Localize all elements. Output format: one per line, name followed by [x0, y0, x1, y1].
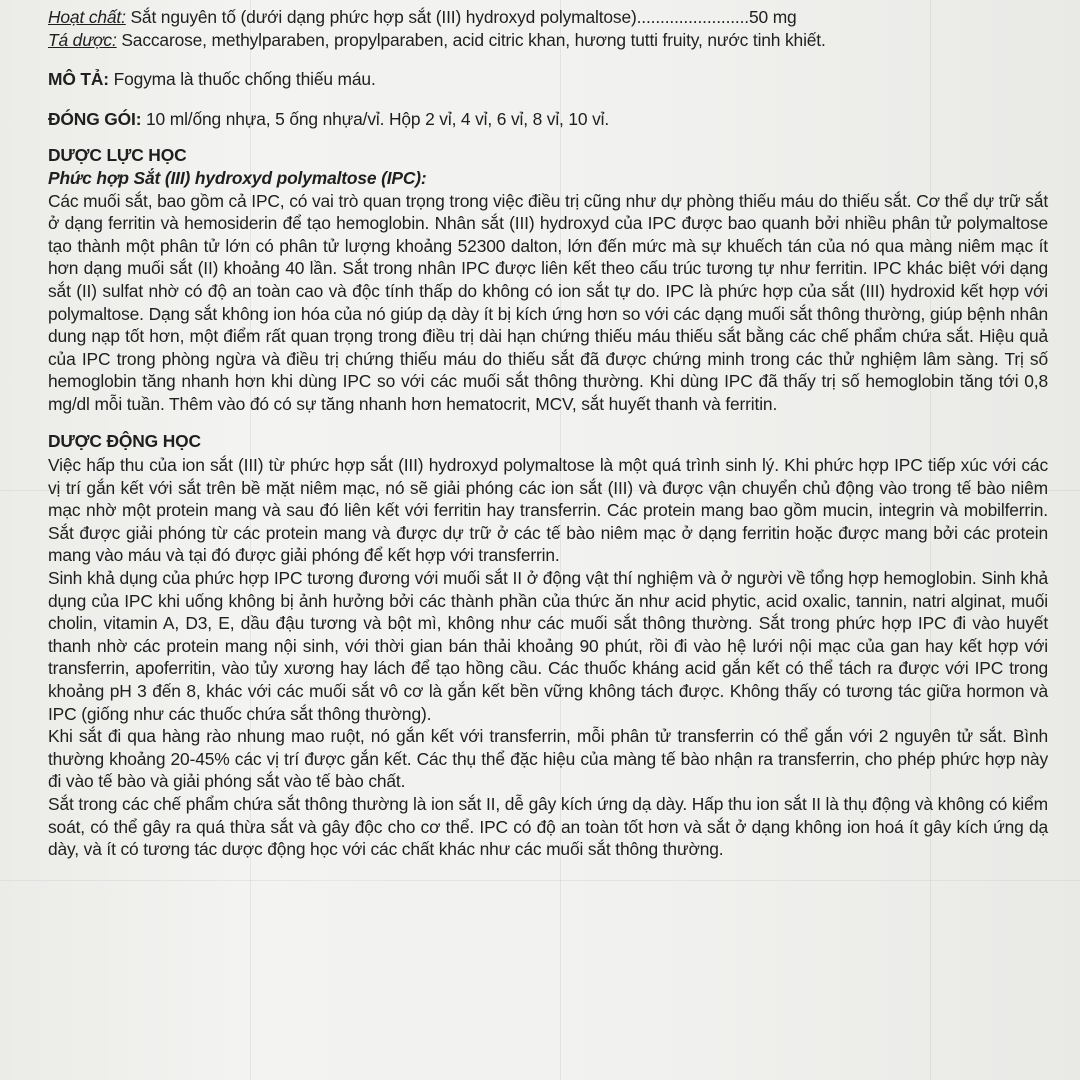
excipient-text: Saccarose, methylparaben, propylparaben, acid citric khan, hương tutti fruity, nước tinh khiết. [121, 29, 826, 50]
packaging-text: 10 ml/ống nhựa, 5 ống nhựa/vỉ. Hộp 2 vỉ, 4 vỉ, 6 vỉ, 8 vỉ, 10 vỉ. [146, 108, 610, 129]
pharmacokinetics-paragraph: Việc hấp thu của ion sắt (III) từ phức hợp sắt (III) hydroxyd polymaltose là một quá trình sinh lý. Khi phức hợp IPC tiếp xúc với các vị trí gắn kết với sắt trên bề mặt niêm mạc, nó sẽ giải phóng các ion sắt (III) và được vận chuyển chủ động vào trong tế bào niêm mạc nhờ một protein mang và sau đó liên kết với ferritin hay transferrin. Các protein mang bao gồm mucin, integrin và mobilferrin. Sắt được giải phóng từ các protein mang và được dự trữ ở các tế bào niêm mạc ở dạng ferritin hoặc được mang bởi các protein mang vào máu và tại đó được giải phóng để kết hợp với transferrin. [48, 455, 1048, 566]
excipient-label: Tá dược: [48, 29, 117, 50]
pharmacodynamics-paragraph: Các muối sắt, bao gồm cả IPC, có vai trò quan trọng trong việc điều trị cũng như dự phòng thiếu máu do thiếu sắt. Cơ thể dự trữ sắt ở dạng ferritin và hemosiderin để tạo hemoglobin. Nhân sắt (III) hydroxyd của IPC được bao quanh bởi nhiều phân tử polymaltose tạo thành một phân tử lớn có phân tử lượng khoảng 52300 dalton, lớn đến mức mà sự khuếch tán của nó qua màng niêm mạc ít hơn dạng muối sắt (II) khoảng 40 lần. Sắt trong nhân IPC được liên kết theo cấu trúc tương tự như ferritin. IPC khác biệt với dạng sắt (II) sulfat nhờ có độ an toàn cao và độc tính thấp do không có ion sắt tự do. IPC là phức hợp của sắt (III) hydroxid kết hợp với polymaltose. Dạng sắt không ion hóa của nó giúp dạ dày ít bị kích ứng hơn so với các dạng muối sắt thông thường, giúp bệnh nhân dung nạp tốt hơn, một điểm rất quan trọng trong điều trị dài hạn chứng thiếu máu thiếu sắt bằng các chế phẩm chứa sắt. Hiệu quả của IPC trong phòng ngừa và điều trị chứng thiếu máu do thiếu sắt đã được chứng minh trong các thử nghiệm lâm sàng. Trị số hemoglobin tăng nhanh hơn khi dùng IPC so với các muối sắt thông thường. Khi dùng IPC đã thấy trị số hemoglobin tăng tới 0,8 mg/dl mỗi tuần. Thêm vào đó có sự tăng nhanh hơn hematocrit, MCV, sắt huyết thanh và ferritin. [48, 190, 1048, 414]
description-text: Fogyma là thuốc chống thiếu máu. [113, 69, 376, 90]
pharmacodynamics-heading: DƯỢC LỰC HỌC [48, 145, 187, 166]
active-ingredient-label: Hoạt chất: [48, 7, 126, 27]
active-ingredient-line [48, 6, 1048, 29]
active-ingredient-text: Sắt nguyên tố (dưới dạng phức hợp sắt (III) hydroxyd polymaltose)........................50 mg [130, 7, 797, 27]
packaging-line [48, 108, 1048, 131]
description-line [48, 68, 1048, 91]
pharmacokinetics-paragraph: Sinh khả dụng của phức hợp IPC tương đương với muối sắt II ở động vật thí nghiệm và ở người về tổng hợp hemoglobin. Sinh khả dụng của IPC khi uống không bị ảnh hưởng bởi các thành phần của thức ăn như acid phytic, acid oxalic, tannin, natri alginat, muối cholin, vitamin A, D3, E, dầu đậu tương và bột mì, không như các muối sắt thông thường. Sắt trong phức hợp IPC đi vào huyết thanh nhờ các protein mang nội sinh, với thời gian bán thải khoảng 90 phút, rồi đi vào hệ lưới nội mạc của gan hay kết hợp với transferrin, apoferritin, vào tủy xương hay lách để tạo hồng cầu. Các thuốc kháng acid gắn kết có thể tách ra được với IPC trong khoảng pH 3 đến 8, khác với các muối sắt vô cơ là gắn kết bền vững không tách được. Không thấy có tương tác giữa hormon và IPC (giống như các thuốc chứa sắt thông thường). [48, 568, 1048, 724]
description-label: MÔ TẢ: [48, 69, 109, 90]
packaging-label: ĐÓNG GÓI: [48, 108, 142, 129]
pharmacokinetics-heading: DƯỢC ĐỘNG HỌC [48, 430, 201, 451]
pharmacokinetics-paragraph: Sắt trong các chế phẩm chứa sắt thông thường là ion sắt II, dễ gây kích ứng dạ dày. Hấp thu ion sắt II là thụ động và không có kiểm soát, có thể gây ra quá thừa sắt và gây độc cho cơ thể. IPC có độ an toàn tốt hơn và sắt ở dạng không ion hoá ít gây kích ứng dạ dày, và ít có tương tác dược động học với các chất khác như các muối sắt thông thường. [48, 794, 1048, 860]
leaflet-content [48, 6, 1048, 861]
excipient-line [48, 29, 1048, 52]
pharmacokinetics-paragraph: Khi sắt đi qua hàng rào nhung mao ruột, nó gắn kết với transferrin, mỗi phân tử transferrin có thể gắn với 2 nguyên tử sắt. Bình thường khoảng 20-45% các vị trí được gắn kết. Các thụ thể đặc hiệu của màng tế bào nhận ra transferrin, cho phép phức hợp này đi vào tế bào và giải phóng sắt vào tế bào chất. [48, 726, 1048, 792]
paper-fold [0, 880, 1080, 881]
pharmacodynamics-subheading: Phức hợp Sắt (III) hydroxyd polymaltose (IPC): [48, 167, 427, 188]
